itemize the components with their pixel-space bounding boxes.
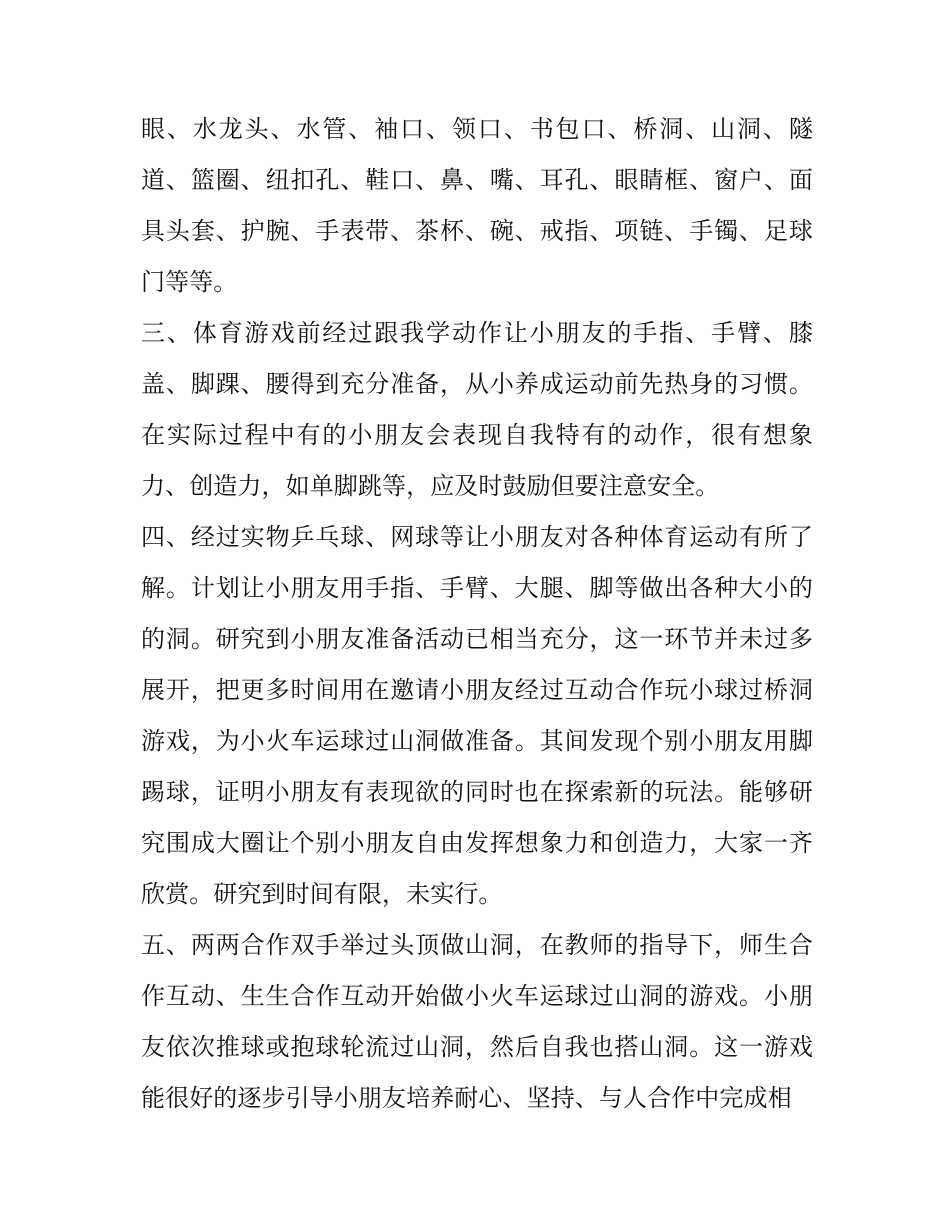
paragraph-continuation: 眼、水龙头、水管、袖口、领口、书包口、桥洞、山洞、隧道、篮圈、纽扣孔、鞋口、鼻、嘴、耳孔、眼睛框、窗户、面具头套、护腕、手表带、茶杯、碗、戒指、项链、手镯、足球门等等。 — [141, 115, 813, 296]
paragraph-section-three: 三、体育游戏前经过跟我学动作让小朋友的手指、手臂、膝盖、脚踝、腰得到充分准备，从小养成运动前先热身的习惯。在实际过程中有的小朋友会表现自我特有的动作，很有想象力、创造力，如单脚跳等，应及时鼓励但要注意安全。 — [141, 319, 813, 500]
paragraph-section-five: 五、两两合作双手举过头顶做山洞，在教师的指导下，师生合作互动、生生合作互动开始做小火车运球过山洞的游戏。小朋友依次推球或抱球轮流过山洞，然后自我也搭山洞。这一游戏能很好的逐步引导小朋友培养耐心、坚持、与人合作中完成相 — [141, 931, 813, 1112]
document-page — [141, 104, 813, 1124]
paragraph-section-four: 四、经过实物乒乓球、网球等让小朋友对各种体育运动有所了解。计划让小朋友用手指、手臂、大腿、脚等做出各种大小的的洞。研究到小朋友准备活动已相当充分，这一环节并未过多展开，把更多时间用在邀请小朋友经过互动合作玩小球过桥洞游戏，为小火车运球过山洞做准备。其间发现个别小朋友用脚踢球，证明小朋友有表现欲的同时也在探索新的玩法。能够研究围成大圈让个别小朋友自由发挥想象力和创造力，大家一齐欣赏。研究到时间有限，未实行。 — [141, 523, 813, 908]
